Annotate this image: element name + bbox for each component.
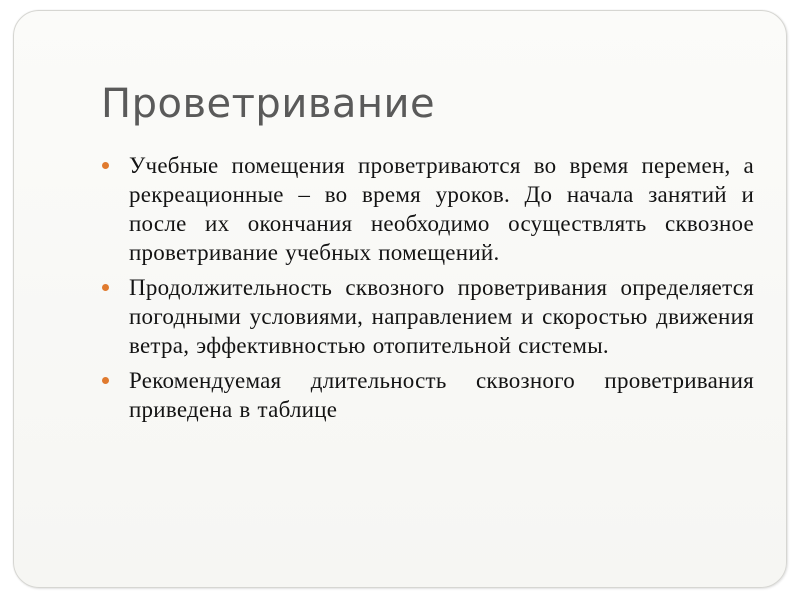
slide-title: Проветривание (101, 81, 436, 127)
bullet-dot-icon (102, 377, 109, 384)
bullet-item (102, 273, 754, 360)
bullet-text: Продолжительность сквозного проветривания определяется погодными условиями, направлением и скоростью движения ветра, эффективностью отопительной системы. (129, 275, 754, 358)
bullet-list (102, 151, 754, 430)
bullet-text: Рекомендуемая длительность сквозного проветривания приведена в таблице (129, 368, 754, 422)
bullet-item (102, 366, 754, 424)
bullet-text: Учебные помещения проветриваются во время перемен, а рекреационные – во время уроков. До начала занятий и после их окончания необходимо осуществлять сквозное проветривание учебных помещений. (129, 153, 754, 265)
bullet-dot-icon (102, 162, 109, 169)
slide-frame (13, 10, 787, 588)
bullet-dot-icon (102, 284, 109, 291)
bullet-item (102, 151, 754, 267)
